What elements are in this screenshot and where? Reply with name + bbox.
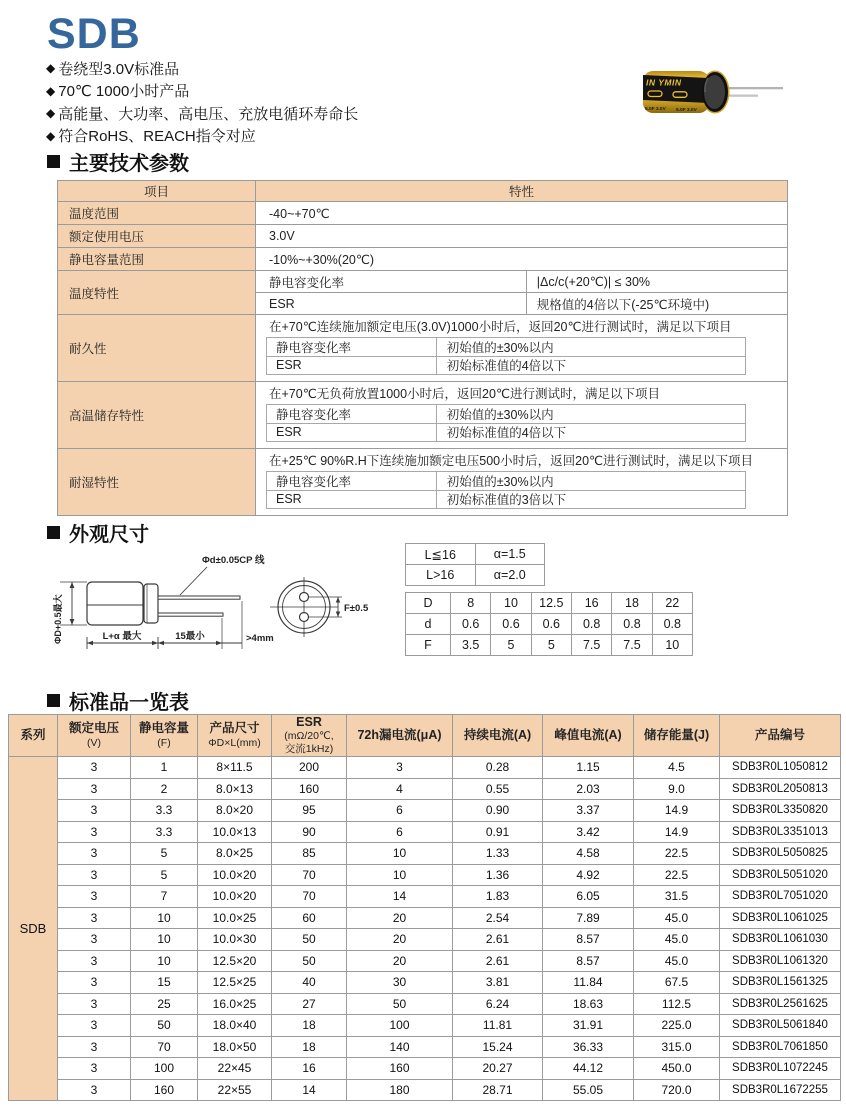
nested-result-table xyxy=(266,471,746,509)
nested-row xyxy=(267,491,745,509)
diamond-bullet-icon: ◆ xyxy=(46,83,56,98)
sub-name: ESR xyxy=(267,491,437,509)
spec-value: -10%~+30%(20℃) xyxy=(269,252,375,267)
cell-size: 16.0×25 xyxy=(198,993,272,1015)
cell-energy: 67.5 xyxy=(634,972,720,994)
cell-rated-voltage: 3 xyxy=(58,993,131,1015)
ddf-label: D xyxy=(406,593,451,613)
cell-size: 10.0×13 xyxy=(198,821,272,843)
cell-peak-current: 3.37 xyxy=(543,800,634,822)
product-row xyxy=(9,1015,841,1037)
cell-part-number: SDB3R0L2050813 xyxy=(720,778,841,800)
sub-value: 规格值的4倍以下(-25℃环境中) xyxy=(536,297,710,312)
section-heading-products xyxy=(47,686,189,715)
cell-rated-voltage: 3 xyxy=(58,843,131,865)
cell-part-number: SDB3R0L1061025 xyxy=(720,907,841,929)
ddf-label: d xyxy=(406,614,451,634)
cell-size: 10.0×30 xyxy=(198,929,272,951)
cell-size: 8.0×20 xyxy=(198,800,272,822)
lead-spacing-label: F±0.5 xyxy=(344,603,369,614)
product-row xyxy=(9,800,841,822)
ddf-value: 7.5 xyxy=(572,635,612,655)
cell-continuous-current: 2.61 xyxy=(453,950,543,972)
lead-wire-label: Φd±0.05CP 线 xyxy=(202,555,265,566)
cell-capacitance: 3.3 xyxy=(131,800,198,822)
cell-capacitance: 7 xyxy=(131,886,198,908)
cell-rated-voltage: 3 xyxy=(58,950,131,972)
test-condition: 在+70℃连续施加额定电压(3.0V)1000小时后，返回20℃进行测试时，满足以下项目 xyxy=(269,319,732,334)
cell-esr: 95 xyxy=(272,800,347,822)
cell-peak-current: 4.58 xyxy=(543,843,634,865)
sub-value: 初始标准值的3倍以下 xyxy=(446,493,567,508)
cell-esr: 14 xyxy=(272,1079,347,1101)
ddf-value: 0.6 xyxy=(532,614,572,634)
nested-row xyxy=(267,424,745,442)
cell-continuous-current: 1.83 xyxy=(453,886,543,908)
alpha-value: α=2.0 xyxy=(493,568,526,582)
feature-item xyxy=(46,125,358,148)
cell-continuous-current: 0.55 xyxy=(453,778,543,800)
cell-capacitance: 3.3 xyxy=(131,821,198,843)
product-row xyxy=(9,907,841,929)
cell-esr: 27 xyxy=(272,993,347,1015)
cell-rated-voltage: 3 xyxy=(58,907,131,929)
brand-text: IN YMIN xyxy=(646,77,682,88)
sub-value: 初始值的±30%以内 xyxy=(446,340,554,355)
cell-leakage-current: 100 xyxy=(347,1015,453,1037)
col-header-continuous-current: 持续电流(A) xyxy=(453,715,543,757)
product-row xyxy=(9,950,841,972)
page-title: SDB xyxy=(47,10,141,58)
col-header-capacitance: 静电容量 (F) xyxy=(131,715,198,757)
spec-label: 静电容量范围 xyxy=(58,248,256,270)
temp-char-subrow xyxy=(256,293,787,314)
ddf-value: 0.6 xyxy=(451,614,491,634)
col-header-part-number: 产品编号 xyxy=(720,715,841,757)
cell-continuous-current: 0.90 xyxy=(453,800,543,822)
nested-row xyxy=(267,338,745,357)
cell-esr: 40 xyxy=(272,972,347,994)
cell-energy: 45.0 xyxy=(634,929,720,951)
sub-name: ESR xyxy=(267,357,437,375)
sub-value: 初始值的±30%以内 xyxy=(446,474,554,489)
cell-size: 12.5×20 xyxy=(198,950,272,972)
cell-energy: 45.0 xyxy=(634,950,720,972)
spec-row xyxy=(58,225,787,248)
spec-header-item: 项目 xyxy=(58,181,256,201)
spec-label: 耐久性 xyxy=(58,315,256,381)
cell-size: 18.0×50 xyxy=(198,1036,272,1058)
cell-capacitance: 10 xyxy=(131,929,198,951)
product-row xyxy=(9,757,841,779)
cell-part-number: SDB3R0L1050812 xyxy=(720,757,841,779)
cell-size: 18.0×40 xyxy=(198,1015,272,1037)
alpha-condition: L≦16 xyxy=(406,544,476,564)
section-title: 外观尺寸 xyxy=(69,524,149,546)
cell-leakage-current: 10 xyxy=(347,843,453,865)
product-header-row xyxy=(9,715,841,757)
ddf-label: F xyxy=(406,635,451,655)
cell-leakage-current: 14 xyxy=(347,886,453,908)
cell-rated-voltage: 3 xyxy=(58,864,131,886)
product-table xyxy=(8,714,841,1101)
cell-capacitance: 5 xyxy=(131,843,198,865)
nested-row xyxy=(267,405,745,424)
cell-continuous-current: 0.91 xyxy=(453,821,543,843)
cell-rated-voltage: 3 xyxy=(58,972,131,994)
ddf-value: 5 xyxy=(491,635,531,655)
cell-capacitance: 10 xyxy=(131,950,198,972)
ddf-row xyxy=(406,635,692,655)
cell-rated-voltage: 3 xyxy=(58,778,131,800)
cell-peak-current: 55.05 xyxy=(543,1079,634,1101)
cell-energy: 9.0 xyxy=(634,778,720,800)
cell-continuous-current: 0.28 xyxy=(453,757,543,779)
sub-name: 静电容变化率 xyxy=(267,338,437,356)
cell-part-number: SDB3R0L1072245 xyxy=(720,1058,841,1080)
cell-energy: 4.5 xyxy=(634,757,720,779)
cell-rated-voltage: 3 xyxy=(58,1015,131,1037)
spec-value: 3.0V xyxy=(269,229,295,243)
cell-rated-voltage: 3 xyxy=(58,821,131,843)
spec-table xyxy=(57,180,788,516)
cell-peak-current: 2.03 xyxy=(543,778,634,800)
cell-part-number: SDB3R0L1561325 xyxy=(720,972,841,994)
cell-continuous-current: 2.61 xyxy=(453,929,543,951)
cell-size: 10.0×20 xyxy=(198,886,272,908)
spec-row-endurance xyxy=(58,315,787,382)
ddf-value: 8 xyxy=(451,593,491,613)
product-row xyxy=(9,929,841,951)
cell-leakage-current: 30 xyxy=(347,972,453,994)
product-row xyxy=(9,778,841,800)
nested-result-table xyxy=(266,337,746,375)
cell-rated-voltage: 3 xyxy=(58,886,131,908)
cell-peak-current: 31.91 xyxy=(543,1015,634,1037)
cell-esr: 60 xyxy=(272,907,347,929)
ddf-value: 0.8 xyxy=(663,617,681,631)
cell-esr: 50 xyxy=(272,929,347,951)
diamond-bullet-icon: ◆ xyxy=(46,128,56,143)
cell-energy: 450.0 xyxy=(634,1058,720,1080)
cell-leakage-current: 4 xyxy=(347,778,453,800)
rating-marking: 5.0F 3.0V xyxy=(676,107,697,113)
cell-size: 22×55 xyxy=(198,1079,272,1101)
cell-part-number: SDB3R0L7051020 xyxy=(720,886,841,908)
cell-peak-current: 4.92 xyxy=(543,864,634,886)
lead-length-label: 15最小 xyxy=(175,631,205,642)
ddf-value: 0.8 xyxy=(612,614,652,634)
cell-capacitance: 2 xyxy=(131,778,198,800)
cell-esr: 50 xyxy=(272,950,347,972)
bottom-view xyxy=(270,577,342,637)
feature-text: 70℃ 1000小时产品 xyxy=(58,83,190,101)
spec-row-temp-char xyxy=(58,271,787,315)
cell-leakage-current: 50 xyxy=(347,993,453,1015)
col-header-series: 系列 xyxy=(9,715,58,757)
alpha-value: α=1.5 xyxy=(493,547,526,561)
product-row xyxy=(9,972,841,994)
ddf-table xyxy=(405,592,693,656)
ddf-value: 12.5 xyxy=(532,593,572,613)
cell-size: 10.0×25 xyxy=(198,907,272,929)
sub-value: 初始标准值的4倍以下 xyxy=(446,426,567,441)
cell-leakage-current: 6 xyxy=(347,800,453,822)
cell-part-number: SDB3R0L5050825 xyxy=(720,843,841,865)
sub-name: 静电容变化率 xyxy=(267,405,437,423)
capacitor-leads xyxy=(724,87,783,97)
rating-marking: 5.0F 3.0V xyxy=(645,107,666,112)
cell-size: 8×11.5 xyxy=(198,757,272,779)
ddf-row xyxy=(406,614,692,635)
cell-esr: 18 xyxy=(272,1036,347,1058)
diamond-bullet-icon: ◆ xyxy=(46,106,56,121)
ddf-value: 7.5 xyxy=(612,635,652,655)
col-header-peak-current: 峰值电流(A) xyxy=(543,715,634,757)
cell-peak-current: 8.57 xyxy=(543,929,634,951)
series-cell: SDB xyxy=(9,757,58,1101)
cell-leakage-current: 160 xyxy=(347,1058,453,1080)
product-table-grid xyxy=(8,714,841,1101)
cell-capacitance: 15 xyxy=(131,972,198,994)
cell-energy: 14.9 xyxy=(634,821,720,843)
cell-capacitance: 70 xyxy=(131,1036,198,1058)
test-condition: 在+25℃ 90%R.H下连续施加额定电压500小时后，返回20℃进行测试时，满足以下项目 xyxy=(269,453,754,468)
spec-row-humidity xyxy=(58,449,787,515)
feature-item xyxy=(46,80,358,103)
diameter-label: ΦD+0.5最大 xyxy=(53,594,63,644)
sub-value: 初始标准值的4倍以下 xyxy=(446,359,567,374)
sub-name: 静电容变化率 xyxy=(267,472,437,490)
spec-header-characteristic: 特性 xyxy=(256,181,787,201)
ddf-value: 16 xyxy=(572,593,612,613)
cell-peak-current: 1.15 xyxy=(543,757,634,779)
spec-label: 温度范围 xyxy=(58,202,256,224)
cell-continuous-current: 2.54 xyxy=(453,907,543,929)
cell-energy: 112.5 xyxy=(634,993,720,1015)
feature-text: 高能量、大功率、高电压、充放电循环寿命长 xyxy=(58,105,359,123)
cell-energy: 14.9 xyxy=(634,800,720,822)
cell-esr: 160 xyxy=(272,778,347,800)
section-bullet-icon xyxy=(47,694,60,707)
cell-esr: 85 xyxy=(272,843,347,865)
cell-capacitance: 50 xyxy=(131,1015,198,1037)
cell-size: 10.0×20 xyxy=(198,864,272,886)
ddf-value: 3.5 xyxy=(451,635,491,655)
section-title: 标准品一览表 xyxy=(69,692,189,714)
sub-value: 初始值的±30%以内 xyxy=(446,407,554,422)
cell-energy: 720.0 xyxy=(634,1079,720,1101)
cell-capacitance: 25 xyxy=(131,993,198,1015)
cell-peak-current: 7.89 xyxy=(543,907,634,929)
section-heading-specs xyxy=(47,147,189,176)
cell-continuous-current: 28.71 xyxy=(453,1079,543,1101)
test-condition: 在+70℃无负荷放置1000小时后，返回20℃进行测试时，满足以下项目 xyxy=(269,386,660,401)
diamond-bullet-icon: ◆ xyxy=(46,61,56,76)
feature-item xyxy=(46,102,358,125)
nested-row xyxy=(267,472,745,491)
outline-drawing xyxy=(30,545,400,670)
cell-part-number: SDB3R0L2561625 xyxy=(720,993,841,1015)
product-photo xyxy=(636,58,841,138)
cell-leakage-current: 20 xyxy=(347,929,453,951)
product-row xyxy=(9,1036,841,1058)
product-row xyxy=(9,1058,841,1080)
ddf-value: 0.8 xyxy=(572,614,612,634)
cell-peak-current: 6.05 xyxy=(543,886,634,908)
cell-esr: 70 xyxy=(272,864,347,886)
cell-part-number: SDB3R0L5051020 xyxy=(720,864,841,886)
section-bullet-icon xyxy=(47,155,60,168)
product-row xyxy=(9,993,841,1015)
spec-row xyxy=(58,248,787,271)
capacitor-body xyxy=(643,71,730,114)
product-row xyxy=(9,821,841,843)
alpha-row xyxy=(406,544,544,565)
cell-peak-current: 3.42 xyxy=(543,821,634,843)
section-heading-dimensions xyxy=(47,518,149,547)
spec-label: 额定使用电压 xyxy=(58,225,256,247)
product-row xyxy=(9,864,841,886)
side-view xyxy=(60,567,242,649)
cell-energy: 225.0 xyxy=(634,1015,720,1037)
cell-capacitance: 10 xyxy=(131,907,198,929)
cell-continuous-current: 11.81 xyxy=(453,1015,543,1037)
cell-size: 22×45 xyxy=(198,1058,272,1080)
cell-rated-voltage: 3 xyxy=(58,800,131,822)
cell-peak-current: 11.84 xyxy=(543,972,634,994)
cell-rated-voltage: 3 xyxy=(58,1058,131,1080)
ddf-row xyxy=(406,593,692,614)
cell-leakage-current: 3 xyxy=(347,757,453,779)
cell-rated-voltage: 3 xyxy=(58,1079,131,1101)
ddf-value: 5 xyxy=(532,635,572,655)
cell-esr: 70 xyxy=(272,886,347,908)
spec-value: -40~+70℃ xyxy=(269,206,330,221)
col-header-esr: ESR (mΩ/20℃, 交流1kHz) xyxy=(272,715,347,757)
cell-continuous-current: 15.24 xyxy=(453,1036,543,1058)
cell-esr: 16 xyxy=(272,1058,347,1080)
cell-continuous-current: 1.36 xyxy=(453,864,543,886)
cell-energy: 315.0 xyxy=(634,1036,720,1058)
cell-leakage-current: 180 xyxy=(347,1079,453,1101)
feature-text: 符合RoHS、REACH指令对应 xyxy=(58,128,256,146)
alpha-row xyxy=(406,565,544,585)
cell-leakage-current: 20 xyxy=(347,907,453,929)
cell-energy: 22.5 xyxy=(634,843,720,865)
feature-item xyxy=(46,57,358,80)
spec-label: 温度特性 xyxy=(58,271,256,314)
cell-peak-current: 8.57 xyxy=(543,950,634,972)
product-row xyxy=(9,1079,841,1101)
ddf-value: 10 xyxy=(491,593,531,613)
cell-capacitance: 100 xyxy=(131,1058,198,1080)
nested-row xyxy=(267,357,745,375)
cell-continuous-current: 1.33 xyxy=(453,843,543,865)
cell-peak-current: 44.12 xyxy=(543,1058,634,1080)
section-title: 主要技术参数 xyxy=(69,153,189,175)
cell-leakage-current: 20 xyxy=(347,950,453,972)
lead-gap-label: >4mm xyxy=(246,633,274,644)
sub-name: 静电容变化率 xyxy=(256,271,527,292)
cell-rated-voltage: 3 xyxy=(58,757,131,779)
cell-peak-current: 36.33 xyxy=(543,1036,634,1058)
cell-continuous-current: 6.24 xyxy=(453,993,543,1015)
cell-leakage-current: 10 xyxy=(347,864,453,886)
cell-capacitance: 160 xyxy=(131,1079,198,1101)
body-length-label: L+α 最大 xyxy=(102,631,142,642)
spec-label: 耐湿特性 xyxy=(58,449,256,515)
col-header-energy: 储存能量(J) xyxy=(634,715,720,757)
cell-capacitance: 5 xyxy=(131,864,198,886)
spec-label: 高温储存特性 xyxy=(58,382,256,448)
cell-energy: 22.5 xyxy=(634,864,720,886)
cell-part-number: SDB3R0L3350820 xyxy=(720,800,841,822)
cell-size: 8.0×13 xyxy=(198,778,272,800)
product-row xyxy=(9,843,841,865)
spec-row-high-temp-storage xyxy=(58,382,787,449)
feature-text: 卷绕型3.0V标准品 xyxy=(58,60,180,78)
sub-value: |Δc/c(+20℃)| ≤ 30% xyxy=(536,275,651,289)
cell-capacitance: 1 xyxy=(131,757,198,779)
cell-size: 12.5×25 xyxy=(198,972,272,994)
cell-part-number: SDB3R0L1061030 xyxy=(720,929,841,951)
cell-leakage-current: 140 xyxy=(347,1036,453,1058)
col-header-leakage-current: 72h漏电流(μA) xyxy=(347,715,453,757)
cell-rated-voltage: 3 xyxy=(58,1036,131,1058)
cell-part-number: SDB3R0L3351013 xyxy=(720,821,841,843)
spec-row xyxy=(58,202,787,225)
section-bullet-icon xyxy=(47,526,60,539)
cell-size: 8.0×25 xyxy=(198,843,272,865)
col-header-rated-voltage: 额定电压 (V) xyxy=(58,715,131,757)
temp-char-subrow xyxy=(256,271,787,293)
ddf-value: 18 xyxy=(612,593,652,613)
cell-part-number: SDB3R0L5061840 xyxy=(720,1015,841,1037)
cell-energy: 31.5 xyxy=(634,886,720,908)
ddf-value: 0.6 xyxy=(491,614,531,634)
cell-part-number: SDB3R0L1672255 xyxy=(720,1079,841,1101)
cell-peak-current: 18.63 xyxy=(543,993,634,1015)
cell-rated-voltage: 3 xyxy=(58,929,131,951)
cell-esr: 18 xyxy=(272,1015,347,1037)
alpha-condition: L>16 xyxy=(406,565,476,585)
alpha-table xyxy=(405,543,545,586)
cell-leakage-current: 6 xyxy=(347,821,453,843)
cell-continuous-current: 20.27 xyxy=(453,1058,543,1080)
sub-name: ESR xyxy=(256,293,527,314)
spec-header-row xyxy=(58,181,787,202)
ddf-value: 22 xyxy=(665,596,680,610)
cell-part-number: SDB3R0L1061320 xyxy=(720,950,841,972)
col-header-size: 产品尺寸 ΦD×L(mm) xyxy=(198,715,272,757)
product-row xyxy=(9,886,841,908)
sub-name: ESR xyxy=(267,424,437,442)
ddf-value: 10 xyxy=(665,638,680,652)
cell-continuous-current: 3.81 xyxy=(453,972,543,994)
nested-result-table xyxy=(266,404,746,442)
cell-esr: 90 xyxy=(272,821,347,843)
cell-part-number: SDB3R0L7061850 xyxy=(720,1036,841,1058)
feature-list xyxy=(46,57,358,147)
cell-esr: 200 xyxy=(272,757,347,779)
cell-energy: 45.0 xyxy=(634,907,720,929)
